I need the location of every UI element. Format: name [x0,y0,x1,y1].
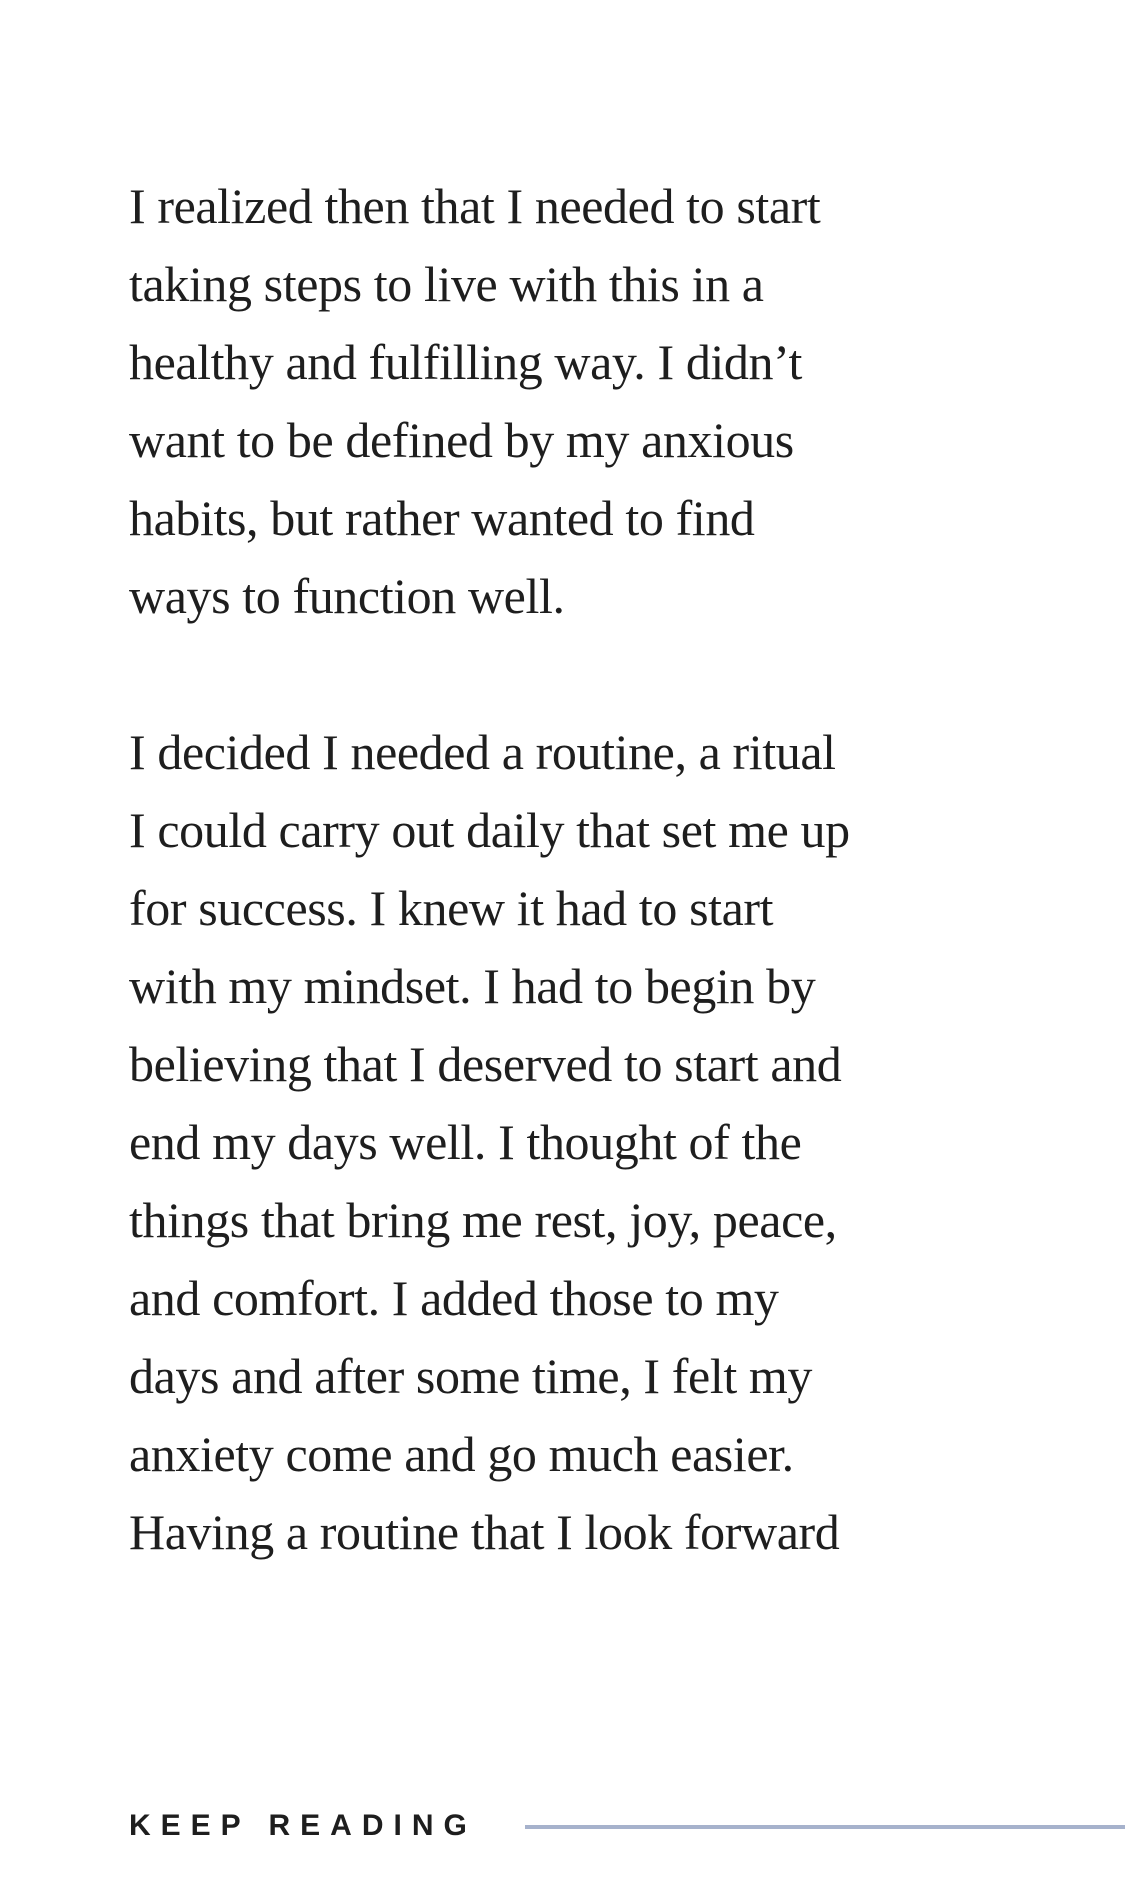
text-line: taking steps to live with this in a [129,256,764,312]
text-line: days and after some time, I felt my [129,1348,812,1404]
text-line: I could carry out daily that set me up [129,802,850,858]
text-line: ways to function well. [129,568,565,624]
text-line: I decided I needed a routine, a ritual [129,724,836,780]
keep-reading-footer [129,1806,1125,1846]
keep-reading-link[interactable]: KEEP READING [129,1809,477,1842]
text-line: habits, but rather wanted to find [129,490,755,546]
text-line: healthy and fulfilling way. I didn’t [129,334,802,390]
paragraph-1 [129,167,1029,635]
keep-reading-divider [525,1825,1125,1829]
text-line: I realized then that I needed to start [129,178,821,234]
text-line: end my days well. I thought of the [129,1114,802,1170]
text-line: believing that I deserved to start and [129,1036,842,1092]
text-line: and comfort. I added those to my [129,1270,779,1326]
paragraph-2 [129,713,1029,1571]
text-line: anxiety come and go much easier. [129,1426,794,1482]
article-body [129,167,1029,1571]
text-line: with my mindset. I had to begin by [129,958,816,1014]
text-line: things that bring me rest, joy, peace, [129,1192,837,1248]
text-line: for success. I knew it had to start [129,880,774,936]
text-line: Having a routine that I look forward [129,1504,840,1560]
text-line: want to be defined by my anxious [129,412,794,468]
